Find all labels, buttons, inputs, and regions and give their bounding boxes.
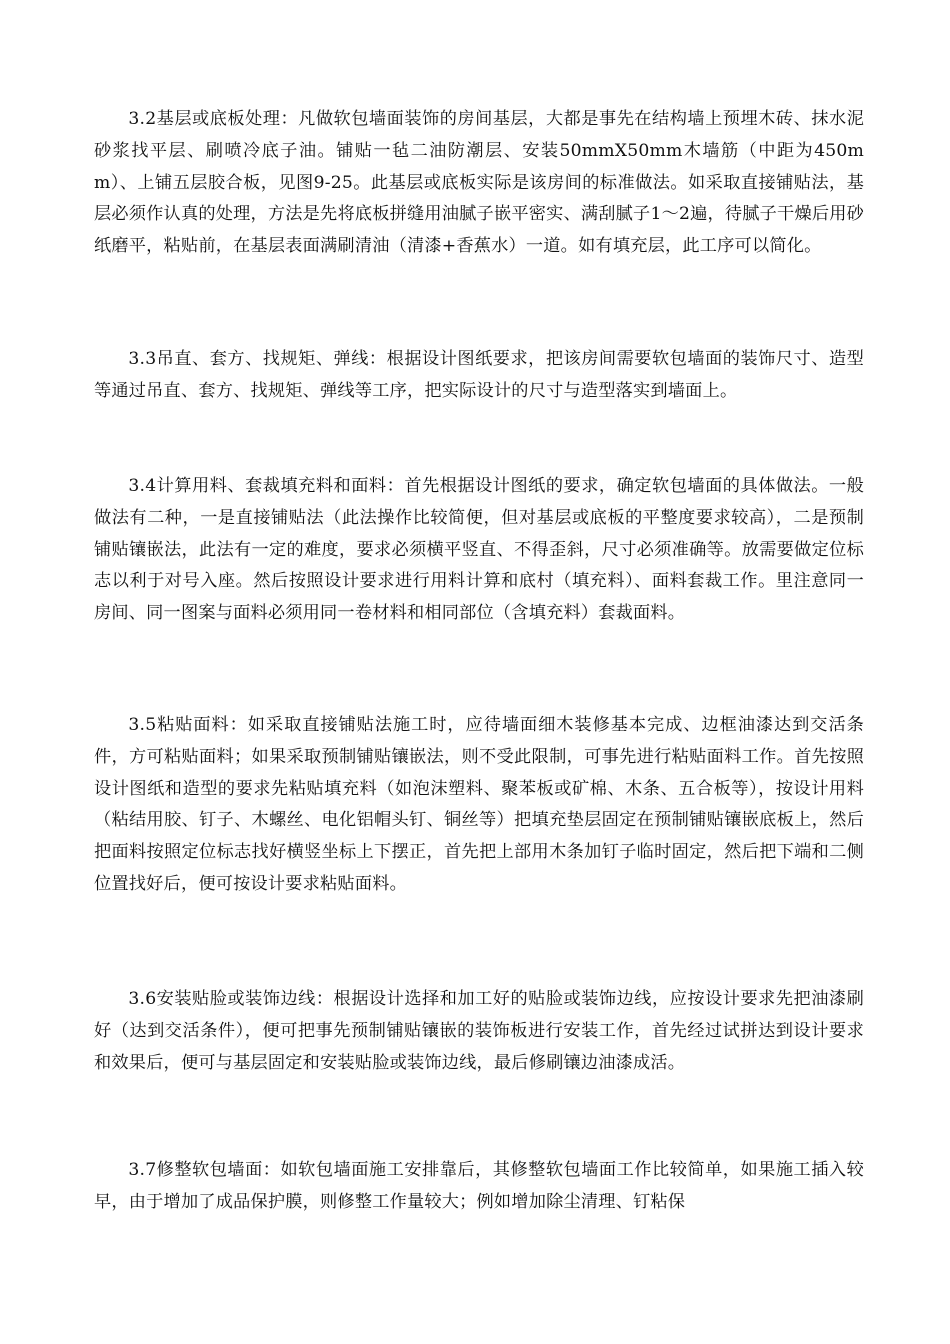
- paragraph-3-5-fabric-bonding: 3.5粘贴面料：如采取直接铺贴法施工时，应待墙面细木装修基本完成、边框油漆达到交活条件，方可粘贴面料；如果采取预制铺贴镶嵌法，则不受此限制，可事先进行粘贴面料工作。首先按照设计图纸和造型的要求先粘贴填充料（如泡沫塑料、聚苯板或矿棉、木条、五合板等），按设计用料（粘结用胶、钉子、木螺丝、电化铝帽头钉、铜丝等）把填充垫层固定在预制铺贴镶嵌底板上，然后把面料按照定位标志找好横竖坐标上下摆正，首先把上部用木条加钉子临时固定，然后把下端和二侧位置找好后，便可按设计要求粘贴面料。: [94, 715, 864, 894]
- paragraph-3-6-trim-installation: 3.6安装贴脸或装饰边线：根据设计选择和加工好的贴脸或装饰边线，应按设计要求先把油漆刷好（达到交活条件），便可把事先预制铺贴镶嵌的装饰板进行安装工作，首先经过试拼达到设计要求和效果后，便可与基层固定和安装贴脸或装饰边线，最后修刷镶边油漆成活。: [94, 989, 864, 1073]
- paragraph-3-7-wall-finishing: 3.7修整软包墙面：如软包墙面施工安排靠后，其修整软包墙面工作比较简单，如果施工插入较早，由于增加了成品保护膜，则修整工作量较大；例如增加除尘清理、钉粘保: [94, 1160, 864, 1212]
- paragraph-3-4-material-calculation: 3.4计算用料、套裁填充料和面料：首先根据设计图纸的要求，确定软包墙面的具体做法。一般做法有二种，一是直接铺贴法（此法操作比较简便，但对基层或底板的平整度要求较高），二是预制铺贴镶嵌法，此法有一定的难度，要求必须横平竖直、不得歪斜，尺寸必须准确等。放需要做定位标志以利于对号入座。然后按照设计要求进行用料计算和底村（填充料）、面料套裁工作。里注意同一房间、同一图案与面料必须用同一卷材料和相同部位（含填充料）套裁面料。: [94, 476, 864, 624]
- paragraph-3-2-base-treatment: 3.2基层或底板处理：凡做软包墙面装饰的房间基层，大都是事先在结构墙上预埋木砖、抹水泥砂浆找平层、刷喷冷底子油。铺贴一毡二油防潮层、安装50mmX50mm木墙筋（中距为450mm）、上铺五层胶合板，见图9-25。此基层或底板实际是该房间的标准做法。如采取直接铺贴法，基层必须作认真的处理，方法是先将底板拼缝用油腻子嵌平密实、满刮腻子1～2遍，待腻子干燥后用砂纸磨平，粘贴前，在基层表面满刷清油（清漆+香蕉水）一道。如有填充层，此工序可以简化。: [94, 109, 864, 257]
- paragraph-3-3-plumb-and-line: 3.3吊直、套方、找规矩、弹线：根据设计图纸要求，把该房间需要软包墙面的装饰尺寸、造型等通过吊直、套方、找规矩、弹线等工序，把实际设计的尺寸与造型落实到墙面上。: [94, 349, 864, 401]
